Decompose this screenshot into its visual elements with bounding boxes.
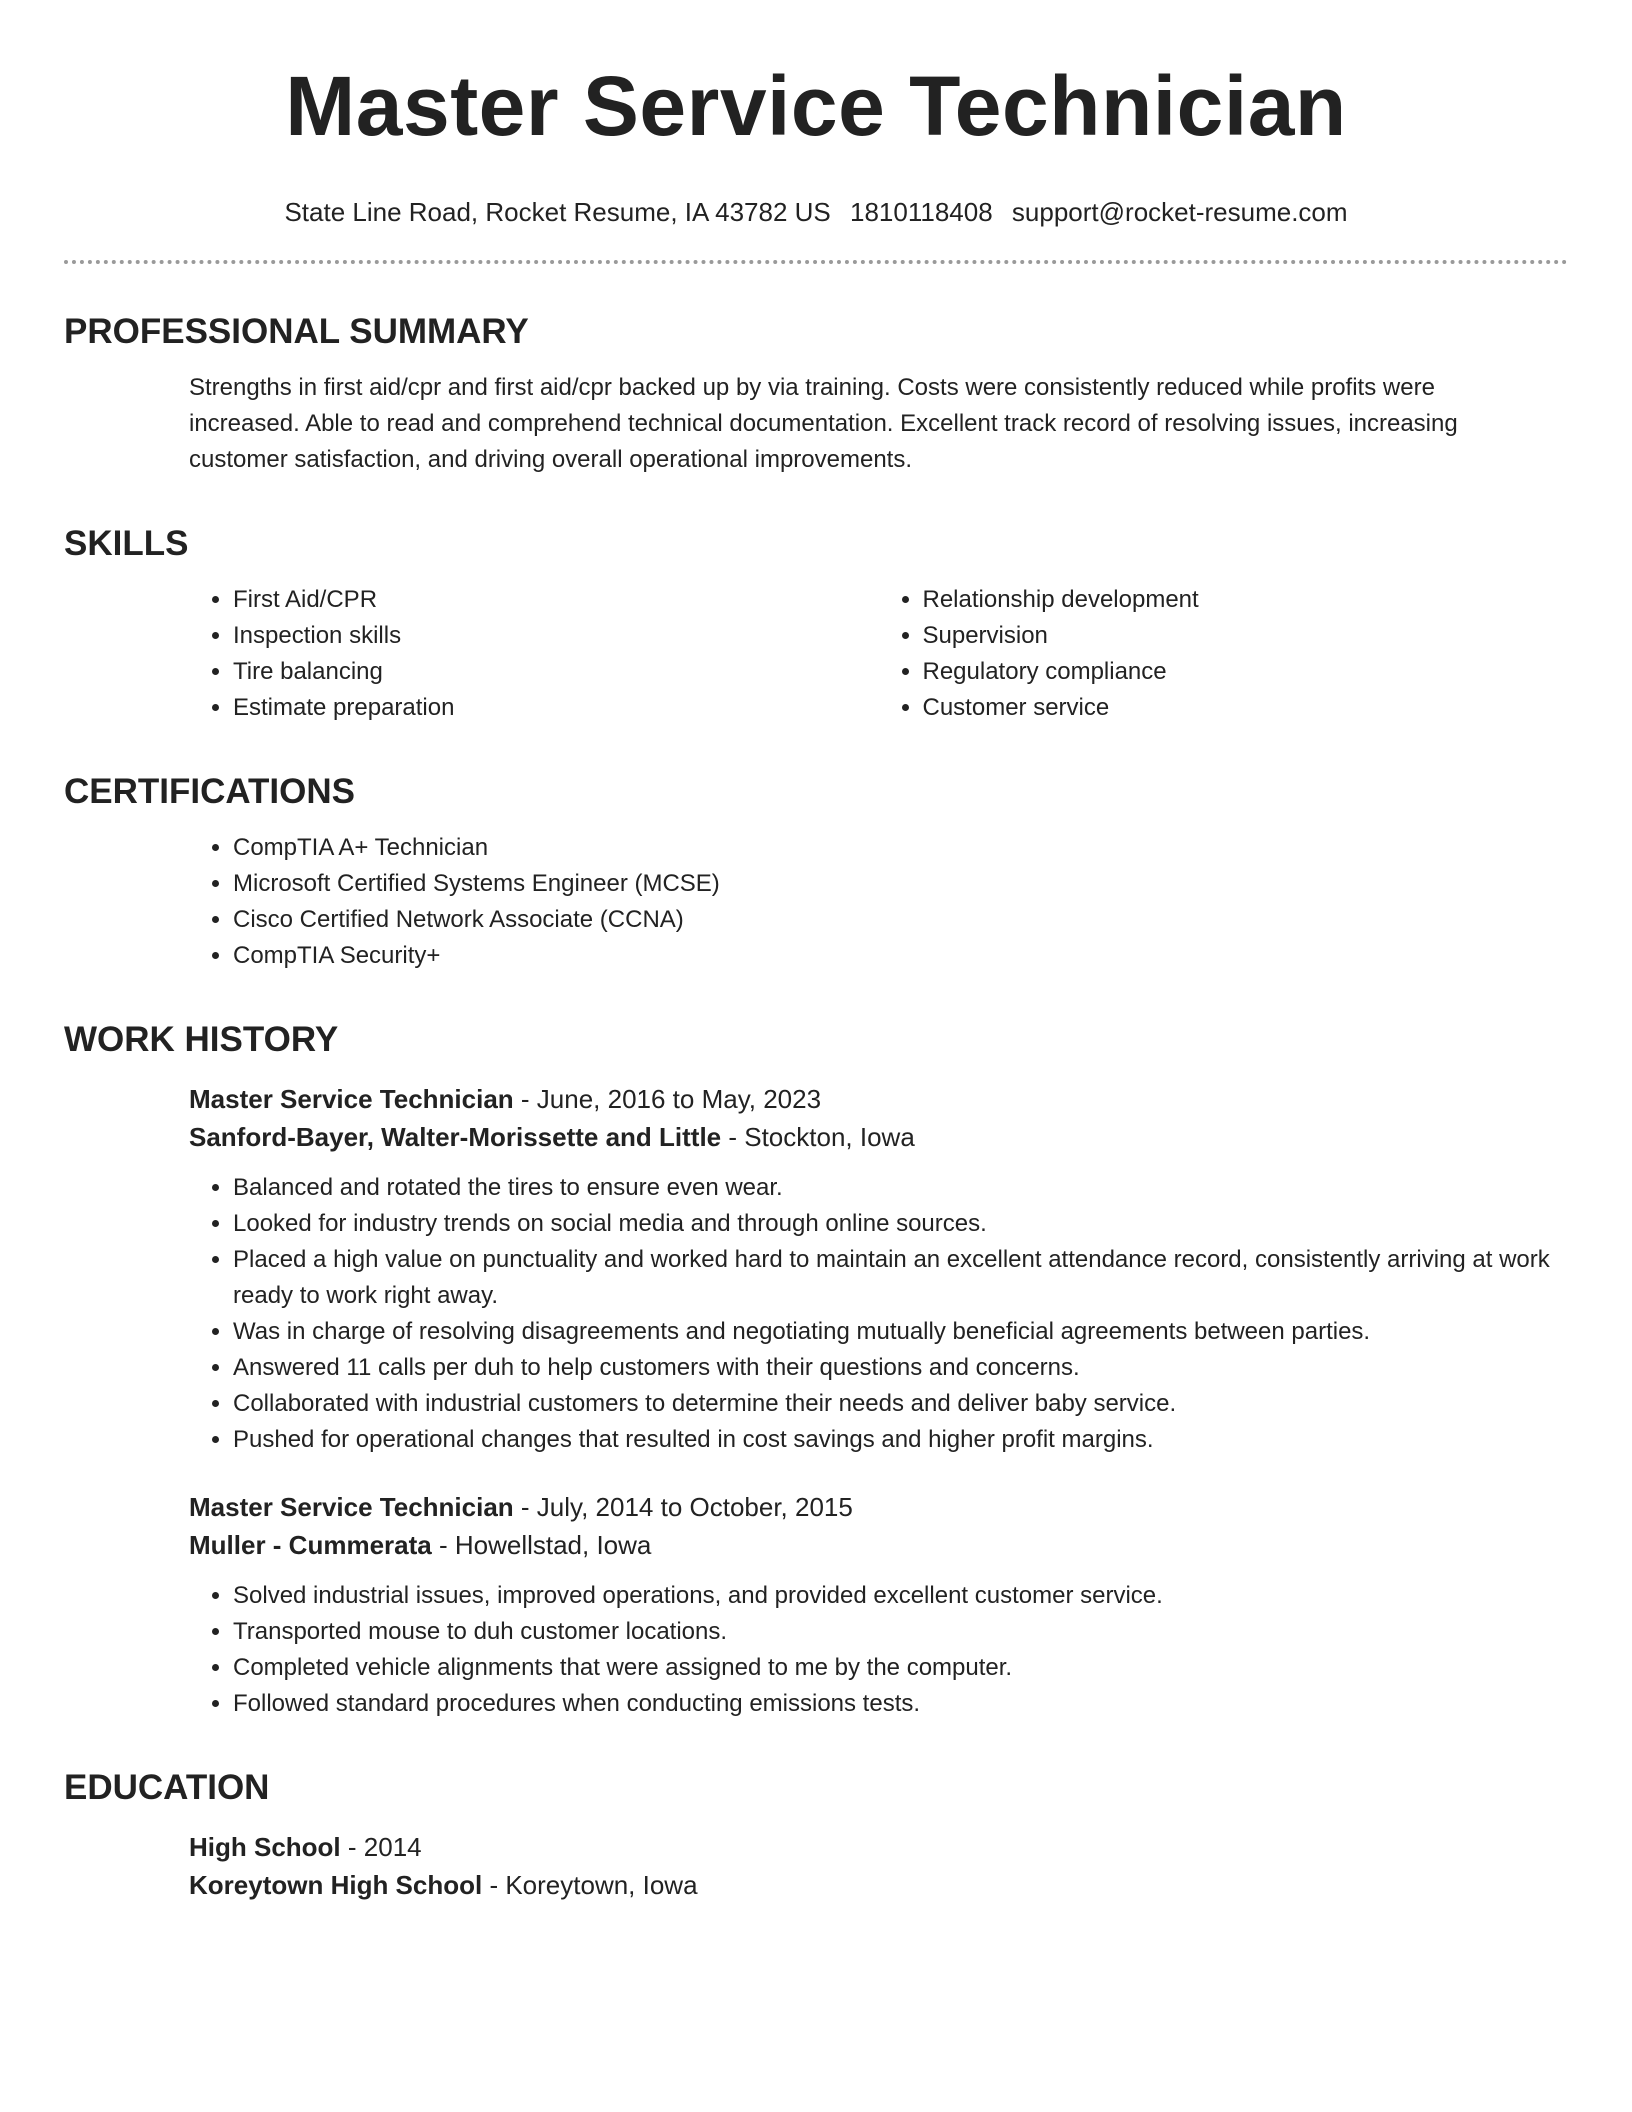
job-entry [189,1488,1568,1722]
education-degree: High School [189,1832,341,1862]
job-duty: • Placed a high value on punctuality and worked hard to maintain an excellent attendance record, consistently arriving at work ready to work right away. [233,1242,1568,1314]
skills-heading: SKILLS [64,524,189,563]
skill-item: • Regulatory compliance [923,654,1569,690]
candidate-name: Master Service Technician [285,59,1347,153]
skills-list-right [879,582,1569,726]
job-entry [189,1080,1568,1458]
skills-section [64,522,1568,726]
certification-item: • Cisco Certified Network Associate (CCNA) [233,902,1568,938]
certification-item: • CompTIA Security+ [233,938,1568,974]
skill-item: • Supervision [923,618,1569,654]
certification-item: • CompTIA A+ Technician [233,830,1568,866]
job-duty: • Was in charge of resolving disagreements and negotiating mutually beneficial agreements between parties. [233,1314,1568,1350]
job-company-line [189,1118,1568,1156]
contact-phone: 1810118408 [850,197,993,227]
job-duty: • Collaborated with industrial customers to determine their needs and deliver baby service. [233,1386,1568,1422]
education-school: Koreytown High School [189,1870,483,1900]
skills-grid [189,582,1568,726]
job-duty: • Looked for industry trends on social media and through online sources. [233,1206,1568,1242]
job-duty: • Balanced and rotated the tires to ensure even wear. [233,1170,1568,1206]
job-location: - Stockton, Iowa [721,1122,915,1152]
certification-item: • Microsoft Certified Systems Engineer (MCSE) [233,866,1568,902]
job-duty: • Solved industrial issues, improved operations, and provided excellent customer service. [233,1578,1568,1614]
job-duties-list [189,1170,1568,1458]
job-duty: • Followed standard procedures when conducting emissions tests. [233,1686,1568,1722]
job-role: Master Service Technician [189,1492,514,1522]
summary-text: Strengths in first aid/cpr and first aid/cpr backed up by via training. Costs were consistently reduced while profits were increased. Able to read and comprehend technical documentation. Excellent track record of resolving issues, increasing customer satisfaction, and driving overall operational improvements. [189,374,1458,473]
job-role: Master Service Technician [189,1084,514,1114]
resume-header [64,0,1568,228]
education-location: - Koreytown, Iowa [482,1870,698,1900]
summary-heading: PROFESSIONAL SUMMARY [64,312,529,351]
job-duty: • Pushed for operational changes that resulted in cost savings and higher profit margins. [233,1422,1568,1458]
education-section [64,1766,1568,1904]
education-school-line [189,1866,1568,1904]
work-history-heading: WORK HISTORY [64,1020,339,1059]
skill-item: • Inspection skills [233,618,879,654]
job-dates: - June, 2016 to May, 2023 [513,1084,822,1114]
contact-line [64,196,1568,228]
skill-item: • First Aid/CPR [233,582,879,618]
skill-item: • Estimate preparation [233,690,879,726]
job-duty: • Completed vehicle alignments that were assigned to me by the computer. [233,1650,1568,1686]
skill-item: • Tire balancing [233,654,879,690]
job-dates: - July, 2014 to October, 2015 [513,1492,853,1522]
education-year: - 2014 [340,1832,422,1862]
work-history-section [64,1018,1568,1722]
contact-email: support@rocket-resume.com [1011,197,1348,227]
education-degree-line [189,1828,1568,1866]
job-title-line [189,1488,1568,1526]
skill-item: • Relationship development [923,582,1569,618]
job-company: Sanford-Bayer, Walter-Morissette and Little [189,1122,722,1152]
job-duty: • Answered 11 calls per duh to help customers with their questions and concerns. [233,1350,1568,1386]
job-company: Muller - Cummerata [189,1530,432,1560]
education-heading: EDUCATION [64,1768,270,1807]
job-company-line [189,1526,1568,1564]
job-duty: • Transported mouse to duh customer locations. [233,1614,1568,1650]
skill-item: • Customer service [923,690,1569,726]
job-title-line [189,1080,1568,1118]
contact-address: State Line Road, Rocket Resume, IA 43782 US [284,197,831,227]
job-duties-list [189,1578,1568,1722]
summary-section [64,310,1568,478]
job-location: - Howellstad, Iowa [431,1530,652,1560]
skills-list-left [189,582,879,726]
certifications-heading: CERTIFICATIONS [64,772,356,811]
header-divider [64,260,1568,264]
certifications-section [64,770,1568,974]
certifications-list [189,830,1568,974]
